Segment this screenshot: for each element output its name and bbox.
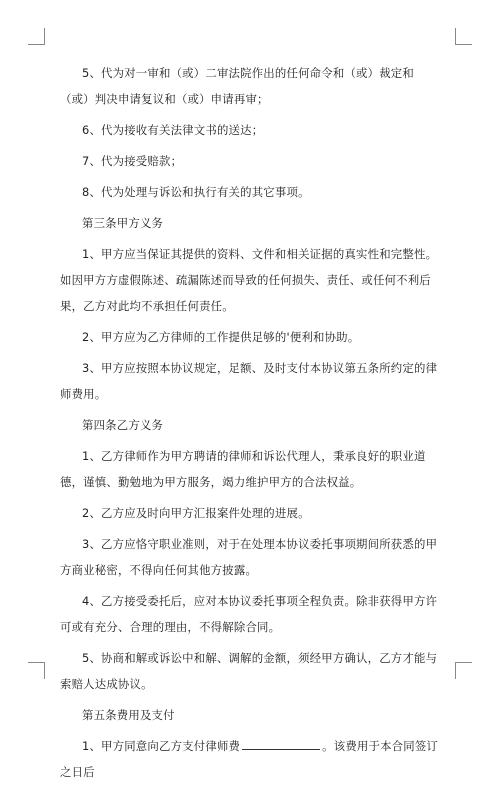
party-a-obligation-3: 3、甲方应按照本协议规定，足额、及时支付本协议第五条所约定的律师费用。 <box>60 361 438 401</box>
crop-mark-bottom-right <box>455 662 472 679</box>
party-b-obligation-3: 3、乙方应恪守职业准则，对于在处理本协议委托事项期间所获悉的甲方商业秘密，不得向任何其他方披露。 <box>60 537 438 577</box>
document-body <box>60 60 440 785</box>
party-a-obligation-2: 2、甲方应为乙方律师的工作提供足够的'便利和协助。 <box>82 330 360 344</box>
fee-clause-text-after: 。该费用于本合同签订之日后 <box>60 739 439 779</box>
crop-mark-top-right <box>455 28 472 45</box>
fee-amount-blank <box>242 735 320 750</box>
crop-mark-top-left <box>28 28 45 45</box>
clause-5-appeal: 5、代为对一审和（或）二审法院作出的任何命令和（或）裁定和（或）判决申请复议和（或）申请再审； <box>60 66 414 106</box>
section-heading-4: 第四条乙方义务 <box>82 418 164 432</box>
party-b-obligation-4: 4、乙方接受委托后，应对本协议委托事项全程负责。除非获得甲方许可或有充分、合理的理由，不得解除合同。 <box>60 594 438 634</box>
party-a-obligation-1: 1、甲方应当保证其提供的资料、文件和相关证据的真实性和完整性。如因甲方方虚假陈述、疏漏陈述而导致的任何损失、责任、或任何不利后果，乙方对此均不承担任何责任。 <box>60 247 438 313</box>
fee-clause-1 <box>60 733 440 785</box>
party-b-obligation-1: 1、乙方律师作为甲方聘请的律师和诉讼代理人，秉承良好的职业道德，谨慎、勤勉地为甲方服务，竭力维护甲方的合法权益。 <box>60 449 426 489</box>
section-heading-5: 第五条费用及支付 <box>82 708 175 722</box>
fee-clause-text-before: 1、甲方同意向乙方支付律师费 <box>82 739 241 753</box>
clause-8-other-matters: 8、代为处理与诉讼和执行有关的其它事项。 <box>82 185 310 199</box>
party-b-obligation-2: 2、乙方应及时向甲方汇报案件处理的进展。 <box>82 506 310 520</box>
clause-6-receive-documents: 6、代为接收有关法律文书的送达； <box>82 123 264 137</box>
clause-7-receive-compensation: 7、代为接受赔款； <box>82 154 183 168</box>
section-heading-3: 第三条甲方义务 <box>82 216 164 230</box>
crop-mark-bottom-left <box>28 662 45 679</box>
party-b-obligation-5: 5、协商和解或诉讼中和解、调解的金额，须经甲方确认，乙方才能与索赔人达成协议。 <box>60 651 438 691</box>
